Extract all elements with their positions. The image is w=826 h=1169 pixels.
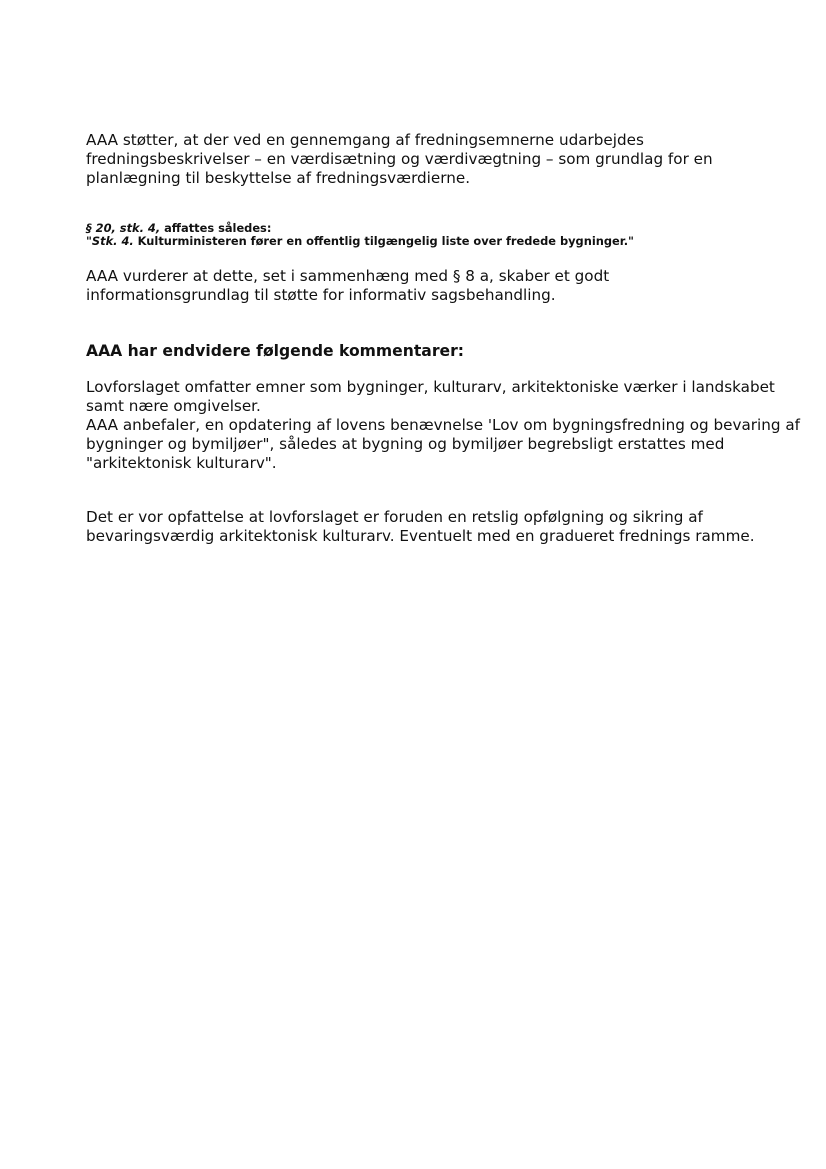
paragraph-opinion [86, 508, 755, 546]
text-line: bevaringsværdig arkitektonisk kulturarv. Eventuelt med en gradueret frednings ramme. [86, 527, 755, 545]
section-heading: AAA har endvidere følgende kommentarer: [86, 342, 465, 360]
text-line: planlægning til beskyttelse af fredningsværdierne. [86, 169, 471, 187]
text-line: informationsgrundlag til støtte for informativ sagsbehandling. [86, 286, 556, 304]
paragraph-assessment [86, 267, 609, 305]
text-line: AAA anbefaler, en opdatering af lovens benævnelse 'Lov om bygningsfredning og bevaring af [86, 416, 800, 434]
law-quote [86, 235, 634, 248]
text-line: bygninger og bymiljøer", således at bygning og bymiljøer begrebsligt erstattes med [86, 435, 725, 453]
paragraph-support [86, 131, 713, 188]
law-reference-italic: § 20, stk. 4, [86, 221, 161, 235]
law-reference-text: affattes således: [160, 221, 272, 235]
paragraph-comments [86, 378, 800, 473]
text-line: samt nære omgivelser. [86, 397, 261, 415]
law-quote-italic: "Stk. 4. [86, 234, 134, 248]
law-quote-text: Kulturministeren fører en offentlig tilgængelig liste over fredede bygninger." [133, 234, 634, 248]
text-line: Det er vor opfattelse at lovforslaget er foruden en retslig opfølgning og sikring af [86, 508, 703, 526]
law-citation [86, 222, 634, 248]
text-line: AAA støtter, at der ved en gennemgang af fredningsemnerne udarbejdes [86, 131, 644, 149]
text-line: Lovforslaget omfatter emner som bygninger, kulturarv, arkitektoniske værker i landskabet [86, 378, 775, 396]
text-line: "arkitektonisk kulturarv". [86, 454, 277, 472]
text-line: AAA vurderer at dette, set i sammenhæng med § 8 a, skaber et godt [86, 267, 610, 285]
text-line: fredningsbeskrivelser – en værdisætning og værdivægtning – som grundlag for en [86, 150, 713, 168]
